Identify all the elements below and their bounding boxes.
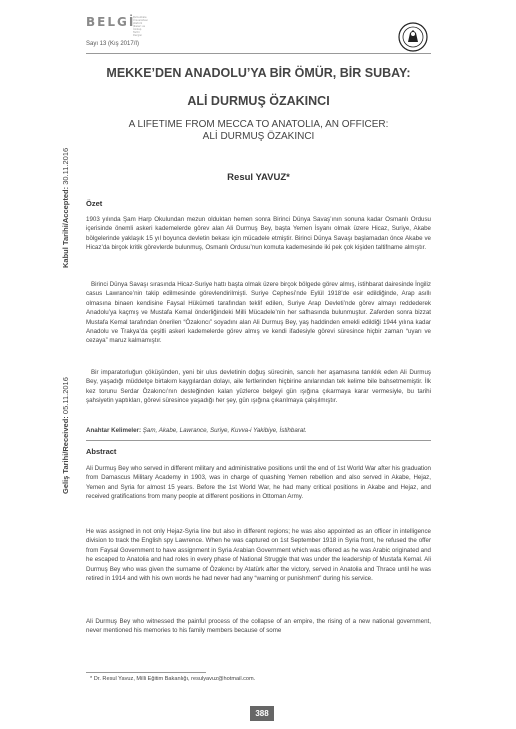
section-rule [86, 440, 431, 441]
journal-logo-subtitle: Pamukkale Üniversitesi Atatürk İlkeleri ve İnkılap Tarihi Dergisi [133, 16, 148, 37]
keywords [86, 427, 431, 434]
accepted-value: 30.11.2016 [61, 147, 70, 185]
abstract-paragraph-2: He was assigned in not only Hejaz-Syria line but also in different regions; he was also appointed as an officer in intelligence division to track the English spy Lawrence. When he was captured on 1st September 1918 in Syria front, he refused the offer from Faysal Government to have assignment in Syria Arabian Government which was offered as he was Arabic originated and he escaped to Anatolia and had roles in every phase of National Struggle that was under the leadership of Mustafa Kemal. Ali Durmuş Bey who was given the surname of Özakıncı by Atatürk after the victory, served in Anatolia and Thrace until he was retired in 1914 and with his own words he had never had any “warning or punishment” during his service. [86, 528, 431, 583]
received-label: Geliş Tarihi/Received: [61, 416, 70, 494]
author-footnote: * Dr. Resul Yavuz, Milli Eğitim Bakanlığı, resulyavuz@hotmail.com. [90, 676, 256, 682]
journal-logo-text: BELGİ [86, 15, 136, 29]
title-tr-line1: MEKKE’DEN ANADOLU’YA BİR ÖMÜR, BİR SUBAY: [106, 66, 411, 80]
page-number: 388 [250, 706, 274, 721]
university-seal-icon [398, 22, 428, 52]
accepted-label: Kabul Tarihi/Accepted: [61, 186, 70, 268]
ozet-paragraph-2: Birinci Dünya Savaşı sırasında Hicaz-Suriye hattı başta olmak üzere birçok bölgede görev almış, istihbarat dairesinde İngiliz casus Lawrance’nin takip edilmesinde görevlendirilmişti. Suriye Cephesi’nde Eylül 1918’de esir edildiğinde, Arap asıllı olmasına binaen kendisine Faysal Hükümeti tarafından teklif edilen, Suriye Arap Devleti’nde görev almayı reddederek Anadolu’ya kaçmış ve Mustafa Kemal önderliğindeki Milli Mücadele’nin her safhasında bulunmuştur. Zaferden sonra bizzat Mustafa Kemal tarafından önerilen “Özakıncı” soyadını alan Ali Durmuş Bey, yaş haddinden emekli edildiği 1944 yılına kadar Anadolu ve Trakya’da çeşitli askeri kademelerde görev almış ve kendi ifadesiyle görevi süresince hiçbir zaman “uyarı ve cezaya” maruz kalmamıştır. [86, 281, 431, 345]
keywords-label: Anahtar Kelimeler: [86, 427, 142, 434]
journal-logo [86, 15, 148, 37]
header-rule [86, 53, 431, 54]
title-en-line2: ALİ DURMUŞ ÖZAKINCI [202, 131, 315, 142]
received-date [61, 377, 70, 494]
ozet-heading: Özet [86, 199, 103, 208]
received-value: 05.11.2016 [61, 377, 70, 415]
abstract-paragraph-3: Ali Durmuş Bey who witnessed the painful process of the collapse of an empire, the rising of a new national government, never mentioned his memories to his family members because of some [86, 618, 431, 635]
abstract-heading: Abstract [86, 447, 117, 456]
title-tr-line2: ALİ DURMUŞ ÖZAKINCI [187, 94, 330, 108]
author-name: Resul YAVUZ* [227, 172, 290, 183]
footnote-rule [86, 672, 206, 673]
issue-info: Sayı 13 (Kış 2017/I) [86, 41, 140, 47]
title-en-line1: A LIFETIME FROM MECCA TO ANATOLIA, AN OFFICER: [128, 119, 389, 130]
abstract-paragraph-1: Ali Durmuş Bey who served in different military and administrative positions until the end of 1st World War after his graduation from Damascus Military Academy in 1903, was in charge of quashing Yemen rebellion and also served in Akabe, Hejaz, Yemen and Syria for almost 15 years. Before the 1st World War, he had many critical positions in Akabe and Hejaz, and received gratifications from many people at different positions in Ottoman Army. [86, 465, 431, 501]
ozet-paragraph-3: Bir imparatorluğun çöküşünden, yeni bir ulus devletinin doğuş sürecinin, sancılı her aşamasına tanıklık eden Ali Durmuş Bey, yaşadığı müddetçe birtakım kaygılardan dolayı, aile fertlerinden hiçbirine anılarından tek kelime bile bahsetmemiştir. İlk kez torunu Serdar Özakıncı’nın desteğinden kalan yüzlerce belgeyi gün ışığına çıkarmaya karar vermesiyle, bu tarihi şahsiyetin yaptıkları, görevi süresince yaşadığı her şey, gün ışığına çıkarılmaya çalışılmıştır. [86, 369, 431, 405]
accepted-date [61, 148, 70, 268]
keywords-value: Şam, Akabe, Lawrance, Suriye, Kuvva-i Yakibiye, İstihbarat. [142, 427, 307, 434]
ozet-paragraph-1: 1903 yılında Şam Harp Okulundan mezun olduktan hemen sonra Birinci Dünya Savaş’ının sonuna kadar Osmanlı Ordusu içerisinde önemli askeri kademelerde görev alan Ali Durmuş Bey, başta Yemen İsyanı olmak üzere Hicaz, Suriye, Akabe bölgelerinde yaklaşık 15 yıl boyunca devletin bekası için mücadele etmiştir. Birinci Dünya Savaşı başlamadan önce Akabe ve Hicaz’da birçok kritik görevlerde bulunmuş, Osmanlı Ordusu’nun komuta kademesinde iki pek çok kişiden taltifname almıştır. [86, 216, 431, 252]
